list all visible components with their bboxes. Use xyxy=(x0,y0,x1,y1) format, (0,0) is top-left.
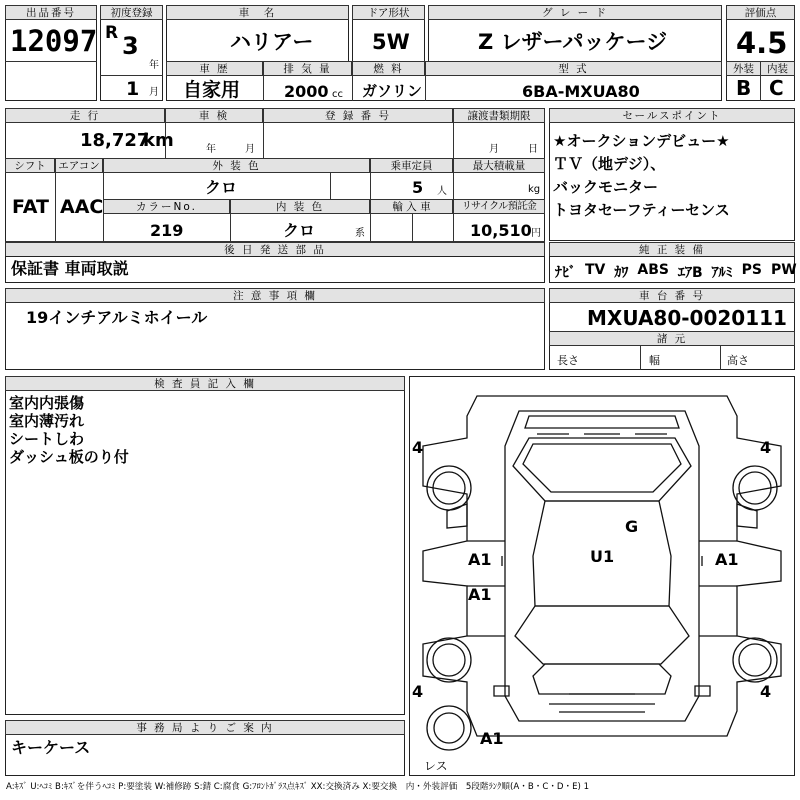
inspector-note-line: シートしわ xyxy=(9,430,85,448)
interior-color: クロ xyxy=(283,221,316,240)
car-diagram xyxy=(409,376,795,776)
equipment-item: ABS xyxy=(637,262,669,278)
inspector-note-line: ダッシュ板のり付 xyxy=(9,448,129,466)
equipment-item: ｶﾜ xyxy=(614,265,629,281)
history: 自家用 xyxy=(183,79,241,101)
equipment-item: PS xyxy=(741,262,762,278)
tire-rear-left: 4 xyxy=(412,682,424,701)
color-number: 219 xyxy=(150,221,184,240)
office-text: キーケース xyxy=(11,738,91,757)
chassis-number: MXUA80-0020111 xyxy=(587,306,787,330)
reg-month: 1 xyxy=(126,78,140,100)
equipment-item: TV xyxy=(585,262,606,278)
air-conditioner: AAC xyxy=(60,196,104,218)
lot-number: 12097 xyxy=(10,24,98,58)
interior-rank: C xyxy=(769,76,784,100)
legend: A:ｷｽﾞ U:ﾍｺﾐ B:ｷｽﾞを伴うﾍｺﾐ P:要塗装 W:補修跡 S:錆 C:腐食 G:ﾌﾛﾝﾄｶﾞﾗｽ点ｷｽﾞ XX:交換済み X:要交換 内・外装評価 5段階ﾗﾝｸ順(A・B・C・D・E) 1 xyxy=(6,782,590,792)
era: R xyxy=(105,23,119,43)
equipment-item: PW xyxy=(771,262,797,278)
fuel: ガソリン xyxy=(362,82,423,100)
displacement: 2000 xyxy=(284,82,329,101)
mark-left-front: A1 xyxy=(468,550,492,569)
car-name: ハリアー xyxy=(230,30,314,54)
exterior-rank: B xyxy=(736,76,752,100)
first-registration-label: 初度登録 xyxy=(100,5,163,20)
spare-tire: レス xyxy=(424,759,448,773)
later-parts: 保証書 車両取説 xyxy=(11,259,129,278)
equipment-item: ｴｱB xyxy=(677,265,703,281)
recycle-fee: 10,510 xyxy=(470,221,532,240)
sales-point-line: トヨタセーフティーセンス xyxy=(553,201,730,219)
capacity: 5 xyxy=(412,178,424,197)
exterior-color: クロ xyxy=(205,178,238,197)
grade: Z レザーパッケージ xyxy=(478,30,668,54)
tire-rear-right: 4 xyxy=(760,682,772,701)
mark-g: G xyxy=(625,517,639,536)
equipment-item: ｱﾙﾐ xyxy=(711,265,733,281)
mark-right-front: A1 xyxy=(715,550,739,569)
reg-year: 3 xyxy=(122,32,139,60)
lot-number-label: 出品番号 xyxy=(5,5,97,20)
mark-left-mid: A1 xyxy=(468,585,492,604)
shift: FAT xyxy=(12,196,49,218)
tire-front-right: 4 xyxy=(760,438,772,457)
inspector-note-line: 室内内張傷 xyxy=(9,394,85,412)
mark-bottom: A1 xyxy=(480,729,504,748)
tire-front-left: 4 xyxy=(412,438,424,457)
inspector-note-line: 室内薄汚れ xyxy=(9,412,85,430)
score: 4.5 xyxy=(736,26,788,60)
equipment-list xyxy=(555,262,797,282)
door-type: 5W xyxy=(372,30,410,54)
mark-u1: U1 xyxy=(590,547,615,566)
inspector-notes xyxy=(9,394,129,466)
model-code: 6BA-MXUA80 xyxy=(522,82,640,101)
sales-point-line: バックモニター xyxy=(553,178,659,196)
sales-point-line: ★オークションデビュー★ xyxy=(553,132,730,150)
sales-point-line: ＴＶ（地デジ）、 xyxy=(553,155,666,173)
equipment-item: ﾅﾋﾞ xyxy=(555,265,576,281)
notes-text: 19インチアルミホイール xyxy=(26,308,208,327)
sales-points-list xyxy=(553,130,730,222)
mileage: 18,727 xyxy=(80,130,150,151)
